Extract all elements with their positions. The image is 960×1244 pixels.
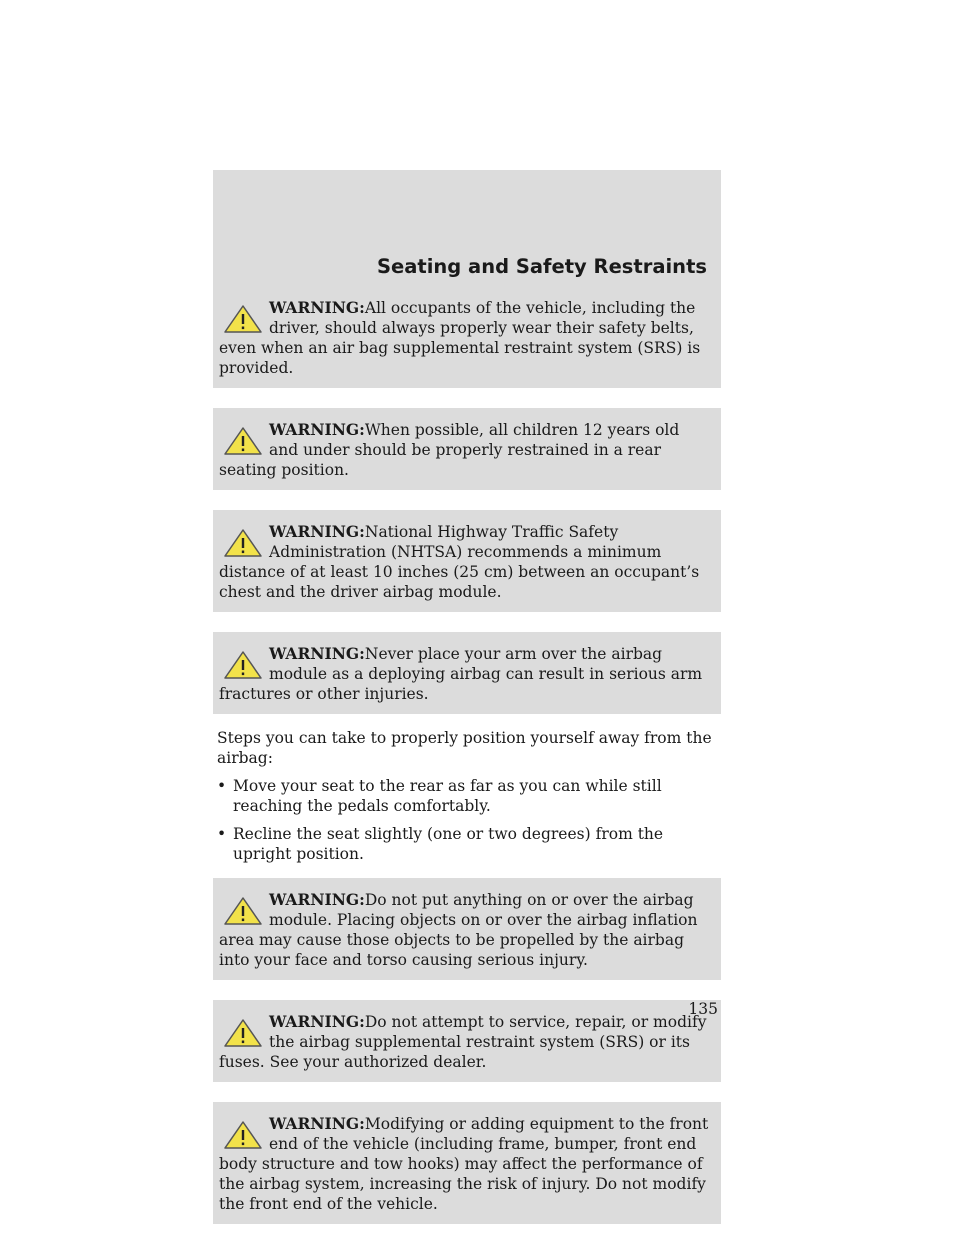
warning-text: All occupants of the vehicle, including the driver, should always properly wear their safety belts, even when an air bag supplemental restraint system (SRS) is provided. (219, 299, 701, 377)
warning-box (213, 408, 721, 490)
warning-box (213, 1000, 721, 1082)
bullet-glyph: • (217, 825, 227, 843)
section-header (213, 170, 721, 286)
list-item (217, 776, 721, 816)
warning-box (213, 632, 721, 714)
steps-intro: Steps you can take to properly position yourself away from the airbag: (217, 729, 712, 767)
warning-label: WARNING: (269, 298, 365, 317)
warning-triangle-icon (223, 896, 263, 926)
warning-text: National Highway Traffic Safety Administration (NHTSA) recommends a minimum distance of at least 10 inches (25 cm) between an occupant’s chest and the driver airbag module. (219, 523, 700, 601)
warning-box (213, 1102, 721, 1224)
list-item (217, 824, 721, 864)
warning-label: WARNING: (269, 1012, 365, 1031)
warning-text: Do not attempt to service, repair, or modify the airbag supplemental restraint system (SRS) or its fuses. See your authorized dealer. (219, 1013, 707, 1071)
warning-text: Modifying or adding equipment to the front end of the vehicle (including frame, bumper, front end body structure and tow hooks) may affect the performance of the airbag system, increasing the risk of injury. Do not modify the front end of the vehicle. (219, 1115, 709, 1213)
warning-label: WARNING: (269, 420, 365, 439)
bullet-glyph: • (217, 777, 227, 795)
warning-box (213, 510, 721, 612)
warning-triangle-icon (223, 650, 263, 680)
list-item-text: Move your seat to the rear as far as you can while still reaching the pedals comfortably. (233, 777, 662, 815)
warning-triangle-icon (223, 1018, 263, 1048)
section-title: Seating and Safety Restraints (376, 255, 707, 278)
warning-triangle-icon (223, 426, 263, 456)
warning-triangle-icon (223, 528, 263, 558)
warning-text: Do not put anything on or over the airbag module. Placing objects on or over the airbag inflation area may cause those objects to be propelled by the airbag into your face and torso causing serious injury. (219, 891, 698, 969)
warning-text: Never place your arm over the airbag module as a deploying airbag can result in serious arm fractures or other injuries. (219, 645, 703, 703)
warning-label: WARNING: (269, 522, 365, 541)
warning-text: When possible, all children 12 years old and under should be properly restrained in a rear seating position. (219, 421, 680, 479)
list-item-text: Recline the seat slightly (one or two degrees) from the upright position. (233, 825, 664, 863)
warning-label: WARNING: (269, 644, 365, 663)
warning-triangle-icon (223, 304, 263, 334)
warning-label: WARNING: (269, 1114, 365, 1133)
warning-box (213, 286, 721, 388)
warning-box (213, 878, 721, 980)
page-content (213, 286, 721, 1244)
page-number: 135 (688, 1000, 718, 1018)
warning-triangle-icon (223, 1120, 263, 1150)
warning-label: WARNING: (269, 890, 365, 909)
